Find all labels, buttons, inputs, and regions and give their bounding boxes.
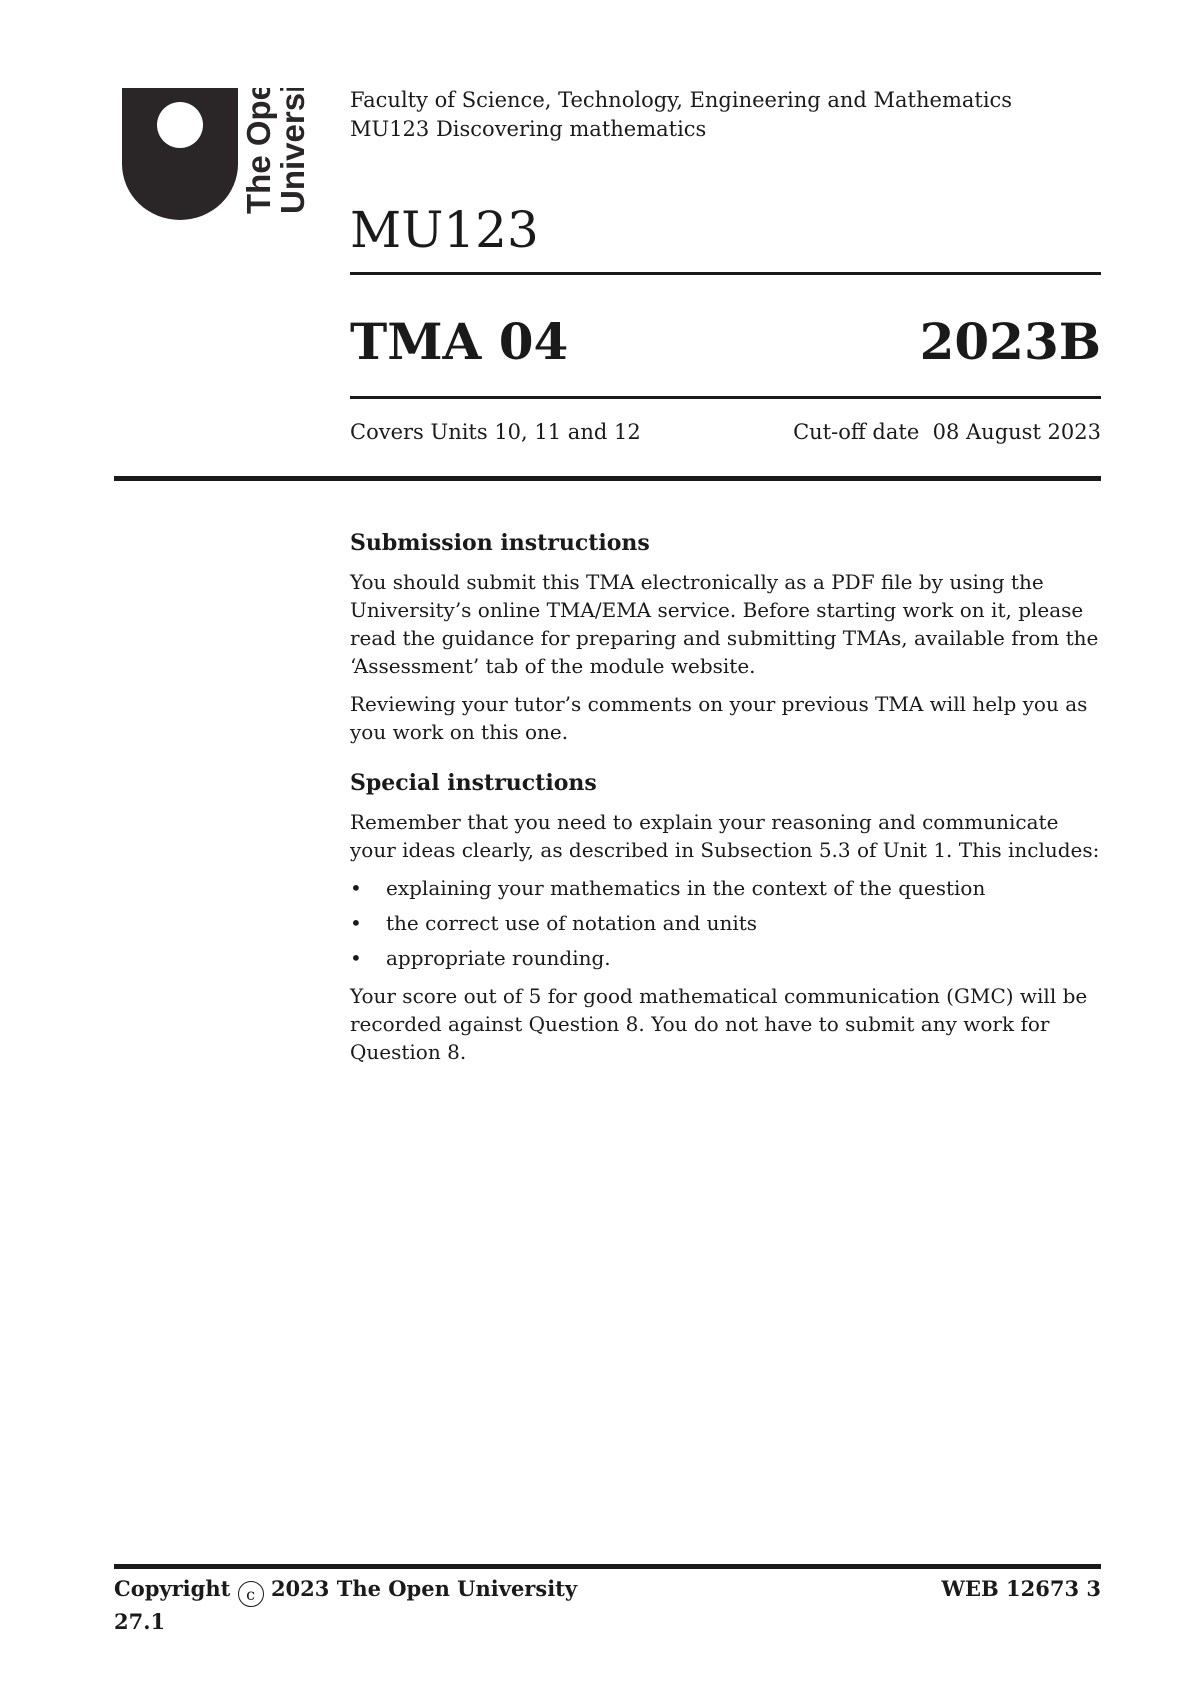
bullet-icon: • <box>350 946 362 970</box>
list-item <box>350 909 1101 937</box>
divider-top <box>350 272 1101 275</box>
submission-heading: Submission instructions <box>350 530 650 556</box>
copyright-icon: c <box>238 1581 264 1607</box>
list-item <box>350 874 1101 902</box>
instructions-body <box>350 528 1101 1076</box>
divider-middle <box>350 396 1101 399</box>
submission-paragraph-2: Reviewing your tutor’s comments on your previous TMA will help you as you work on this one. <box>350 692 1088 744</box>
tma-row <box>350 312 1101 372</box>
copyright-prefix: Copyright <box>114 1576 231 1601</box>
module-line: MU123 Discovering mathematics <box>350 117 707 141</box>
footer-divider <box>114 1564 1101 1569</box>
list-item-text: explaining your mathematics in the context of the question <box>386 876 986 900</box>
faculty-name: Faculty of Science, Technology, Engineering and Mathematics <box>350 88 1013 112</box>
list-item <box>350 944 1101 972</box>
module-code-title: MU123 <box>350 201 539 259</box>
version-number: 27.1 <box>114 1609 166 1634</box>
cover-row <box>350 418 1101 446</box>
special-intro: Remember that you need to explain your reasoning and communicate your ideas clearly, as described in Subsection 5.3 of Unit 1. This includes: <box>350 810 1100 862</box>
web-code: WEB 12673 3 <box>941 1576 1101 1601</box>
faculty-block <box>350 86 1012 144</box>
list-item-text: the correct use of notation and units <box>386 911 758 935</box>
open-university-logo <box>118 88 308 220</box>
submission-paragraph-1: You should submit this TMA electronically as a PDF file by using the University’s online TMA/EMA service. Before starting work on it, please read the guidance for preparing and submitting TMAs, available from the ‘Assessment’ tab of the module website. <box>350 570 1099 678</box>
logo-text-line-1: The Open <box>240 88 277 214</box>
divider-thick <box>114 476 1101 481</box>
bullet-icon: • <box>350 911 362 935</box>
footer <box>114 1574 1101 1637</box>
tma-number: TMA 04 <box>350 312 569 371</box>
special-closing: Your score out of 5 for good mathematical communication (GMC) will be recorded against Question 8. You do not have to submit any work for Question 8. <box>350 984 1088 1064</box>
special-bullet-list <box>350 874 1101 972</box>
copyright-text: 2023 The Open University <box>270 1576 578 1601</box>
presentation-code: 2023B <box>919 312 1101 371</box>
bullet-icon: • <box>350 876 362 900</box>
open-university-shield-icon <box>118 88 308 220</box>
list-item-text: appropriate rounding. <box>386 946 611 970</box>
covers-units: Covers Units 10, 11 and 12 <box>350 420 641 444</box>
logo-text-line-2: University <box>274 88 308 214</box>
cutoff-date: Cut-off date 08 August 2023 <box>793 420 1101 444</box>
special-heading: Special instructions <box>350 770 597 796</box>
